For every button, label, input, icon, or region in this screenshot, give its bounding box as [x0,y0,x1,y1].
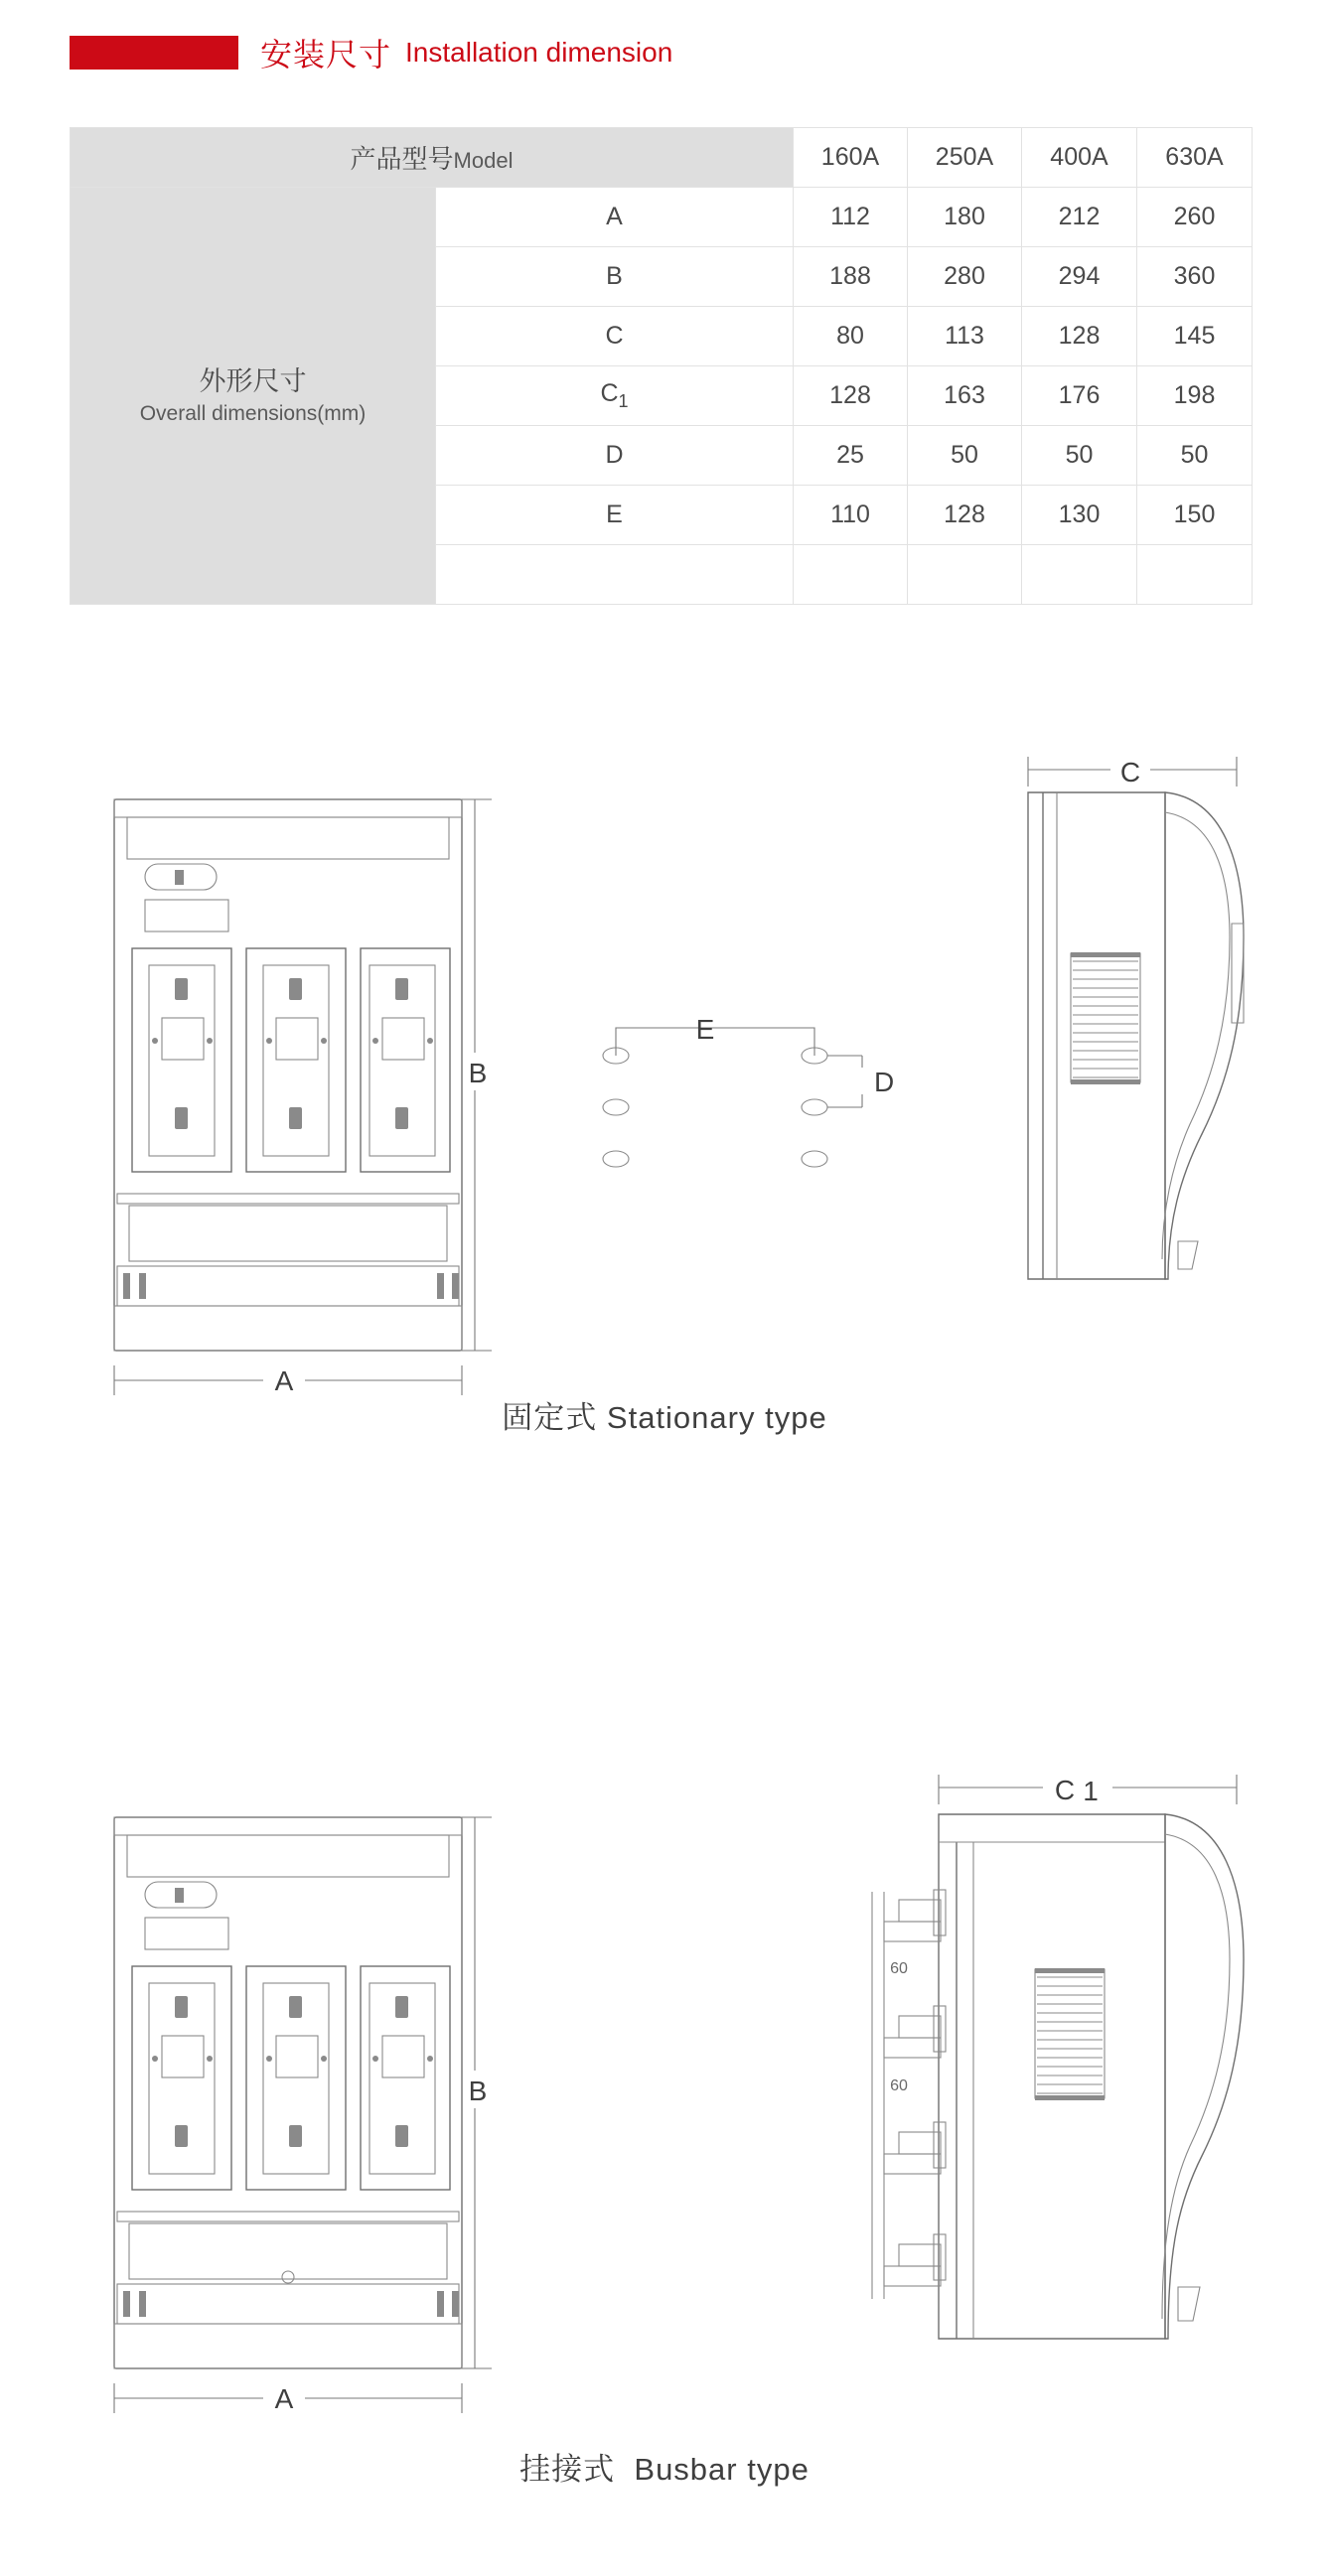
busbar-pitch-note-2: 60 [890,2077,908,2094]
dimension-label-c: C [1119,757,1141,787]
cell-b-250a: 280 [908,247,1022,307]
cell-a-400a: 212 [1022,188,1137,247]
page-title-en: Installation dimension [405,37,673,68]
cell-e-160a: 110 [794,486,908,545]
column-header-400a: 400A [1022,128,1137,188]
side-view-busbar [872,1767,1244,2339]
handle-grille-lines [1037,1977,1103,2093]
busbar-terminals [872,1890,946,2299]
row-label-c1-base: C [600,379,619,407]
red-accent-bar [70,36,238,70]
figure-busbar-type [0,1743,1329,2489]
caption-stationary-en: Stationary type [606,1400,827,1435]
overall-label-cn: 外形尺寸 [199,366,307,397]
table-header-row [71,128,1253,188]
busbar-pitch-note-1: 60 [890,1960,908,1977]
busbar-type-drawing [0,1743,1329,2438]
row-label-c1-sub: 1 [618,391,629,411]
front-view-stationary [114,799,462,1351]
page-title-cn: 安装尺寸 [260,37,392,72]
dimension-a-busbar [114,2380,462,2416]
cell-e-400a: 130 [1022,486,1137,545]
dimension-label-c1-base: C [1054,1775,1076,1805]
cell-a-630a: 260 [1137,188,1253,247]
model-label-cell [71,128,794,188]
cell-c1-630a: 198 [1137,366,1253,426]
row-label-c1 [436,366,794,426]
table-row [71,188,1253,247]
dimension-b-stationary [462,799,493,1351]
caption-busbar-en: Busbar type [634,2452,810,2487]
model-label-en: Model [453,148,514,173]
cell-c-630a: 145 [1137,307,1253,366]
dimension-label-b: B [468,1058,488,1088]
cell-c1-160a: 128 [794,366,908,426]
front-view-busbar [114,1817,462,2368]
column-header-630a: 630A [1137,128,1253,188]
cell-c1-250a: 163 [908,366,1022,426]
row-label-a: A [436,188,794,247]
handle-grille-lines [1073,961,1138,1077]
dimension-b-busbar [462,1817,493,2368]
page-header [70,30,672,75]
blank-cell-4 [1137,545,1253,605]
overall-label-en: Overall dimensions(mm) [139,401,367,425]
blank-cell-3 [1022,545,1137,605]
cell-c-160a: 80 [794,307,908,366]
dimension-label-e: E [695,1014,715,1045]
row-label-c: C [436,307,794,366]
blank-row-label [436,545,794,605]
cell-d-400a: 50 [1022,426,1137,486]
mounting-hole-pattern [603,1014,894,1167]
caption-busbar-cn: 挂接式 [519,2452,616,2487]
dimension-label-c1-sub: 1 [1083,1776,1099,1806]
dimension-label-d: D [874,1067,895,1097]
cell-b-400a: 294 [1022,247,1137,307]
blank-cell-1 [794,545,908,605]
cell-d-160a: 25 [794,426,908,486]
cell-b-160a: 188 [794,247,908,307]
dimension-label-b: B [468,2075,488,2106]
cell-c1-400a: 176 [1022,366,1137,426]
stationary-type-drawing [0,725,1329,1400]
cell-e-630a: 150 [1137,486,1253,545]
caption-busbar [0,2444,1329,2489]
cell-a-250a: 180 [908,188,1022,247]
column-header-250a: 250A [908,128,1022,188]
dimensions-table [70,127,1252,605]
cell-c-250a: 113 [908,307,1022,366]
model-label-cn: 产品型号 [350,144,454,174]
cell-d-630a: 50 [1137,426,1253,486]
cell-e-250a: 128 [908,486,1022,545]
caption-stationary-cn: 固定式 [502,1400,598,1435]
caption-stationary [0,1392,1329,1437]
side-view-stationary [1028,751,1244,1279]
cell-b-630a: 360 [1137,247,1253,307]
figure-stationary-type [0,725,1329,1437]
row-label-e: E [436,486,794,545]
row-label-d: D [436,426,794,486]
row-label-b: B [436,247,794,307]
cell-a-160a: 112 [794,188,908,247]
column-header-160a: 160A [794,128,908,188]
cell-d-250a: 50 [908,426,1022,486]
dimension-label-a: A [274,1365,294,1396]
blank-cell-2 [908,545,1022,605]
dimension-label-a: A [274,2383,294,2414]
overall-dimensions-label-cell [71,188,436,605]
cell-c-400a: 128 [1022,307,1137,366]
